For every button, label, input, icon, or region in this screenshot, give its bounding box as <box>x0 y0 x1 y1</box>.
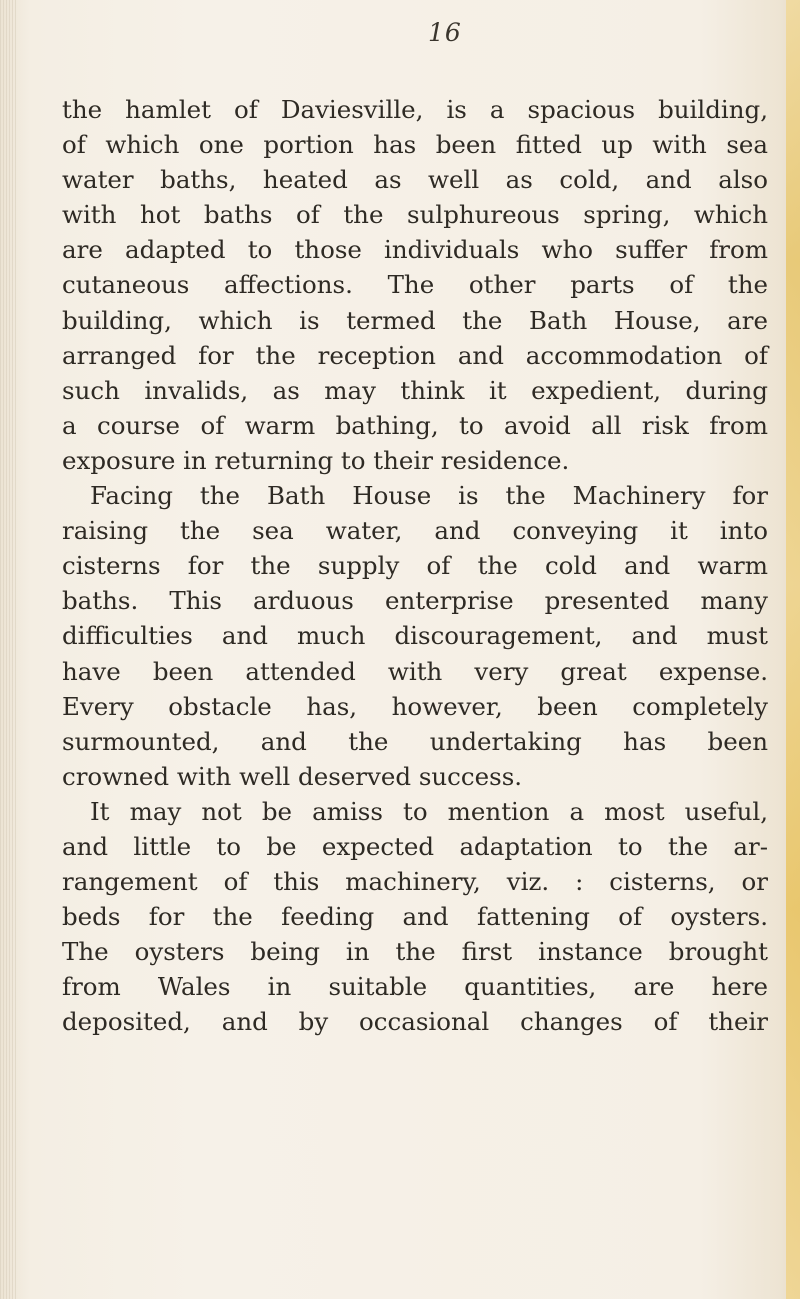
text-line: water baths, heated as well as cold, and also <box>62 165 768 195</box>
text-line: deposited, and by occasional changes of their <box>62 1007 768 1037</box>
text-line: cutaneous affections. The other parts of the <box>62 270 768 300</box>
text-line: arranged for the reception and accommodation of <box>62 340 768 370</box>
text-line: beds for the feeding and fattening of oysters. <box>62 902 768 932</box>
paragraph-start-line: It may not be amiss to mention a most useful, <box>90 796 768 826</box>
text-line: and little to be expected adaptation to the ar- <box>62 831 768 861</box>
text-line: the hamlet of Daviesville, is a spacious building, <box>62 95 768 124</box>
text-line: building, which is termed the Bath House, are <box>62 305 768 335</box>
text-line: Every obstacle has, however, been completely <box>62 691 768 721</box>
text-line: crowned with well deserved success. <box>62 761 523 791</box>
text-line: of which one portion has been fitted up with sea <box>62 130 768 160</box>
text-line: such invalids, as may think it expedient, during <box>62 375 768 405</box>
page-edge <box>786 0 800 1299</box>
text-line: a course of warm bathing, to avoid all risk from <box>62 410 768 440</box>
text-line: are adapted to those individuals who suffer from <box>62 235 768 265</box>
page-gutter <box>0 0 16 1299</box>
text-line: exposure in returning to their residence. <box>62 445 570 475</box>
text-line: have been attended with very great expense. <box>62 656 768 686</box>
body-text <box>62 92 768 1040</box>
text-line: The oysters being in the first instance brought <box>62 937 768 967</box>
page-number: 16 <box>428 18 462 47</box>
text-line: baths. This arduous enterprise presented many <box>62 586 768 616</box>
text-line: surmounted, and the undertaking has been <box>62 726 768 756</box>
text-line: rangement of this machinery, viz. : cisterns, or <box>62 867 768 897</box>
text-line: cisterns for the supply of the cold and warm <box>62 551 768 581</box>
text-line: difficulties and much discouragement, and must <box>62 621 768 651</box>
text-line: from Wales in suitable quantities, are here <box>62 972 768 1002</box>
text-line: with hot baths of the sulphureous spring, which <box>62 200 768 230</box>
text-line: raising the sea water, and conveying it into <box>62 516 768 546</box>
paragraph-start-line: Facing the Bath House is the Machinery for <box>90 481 768 511</box>
